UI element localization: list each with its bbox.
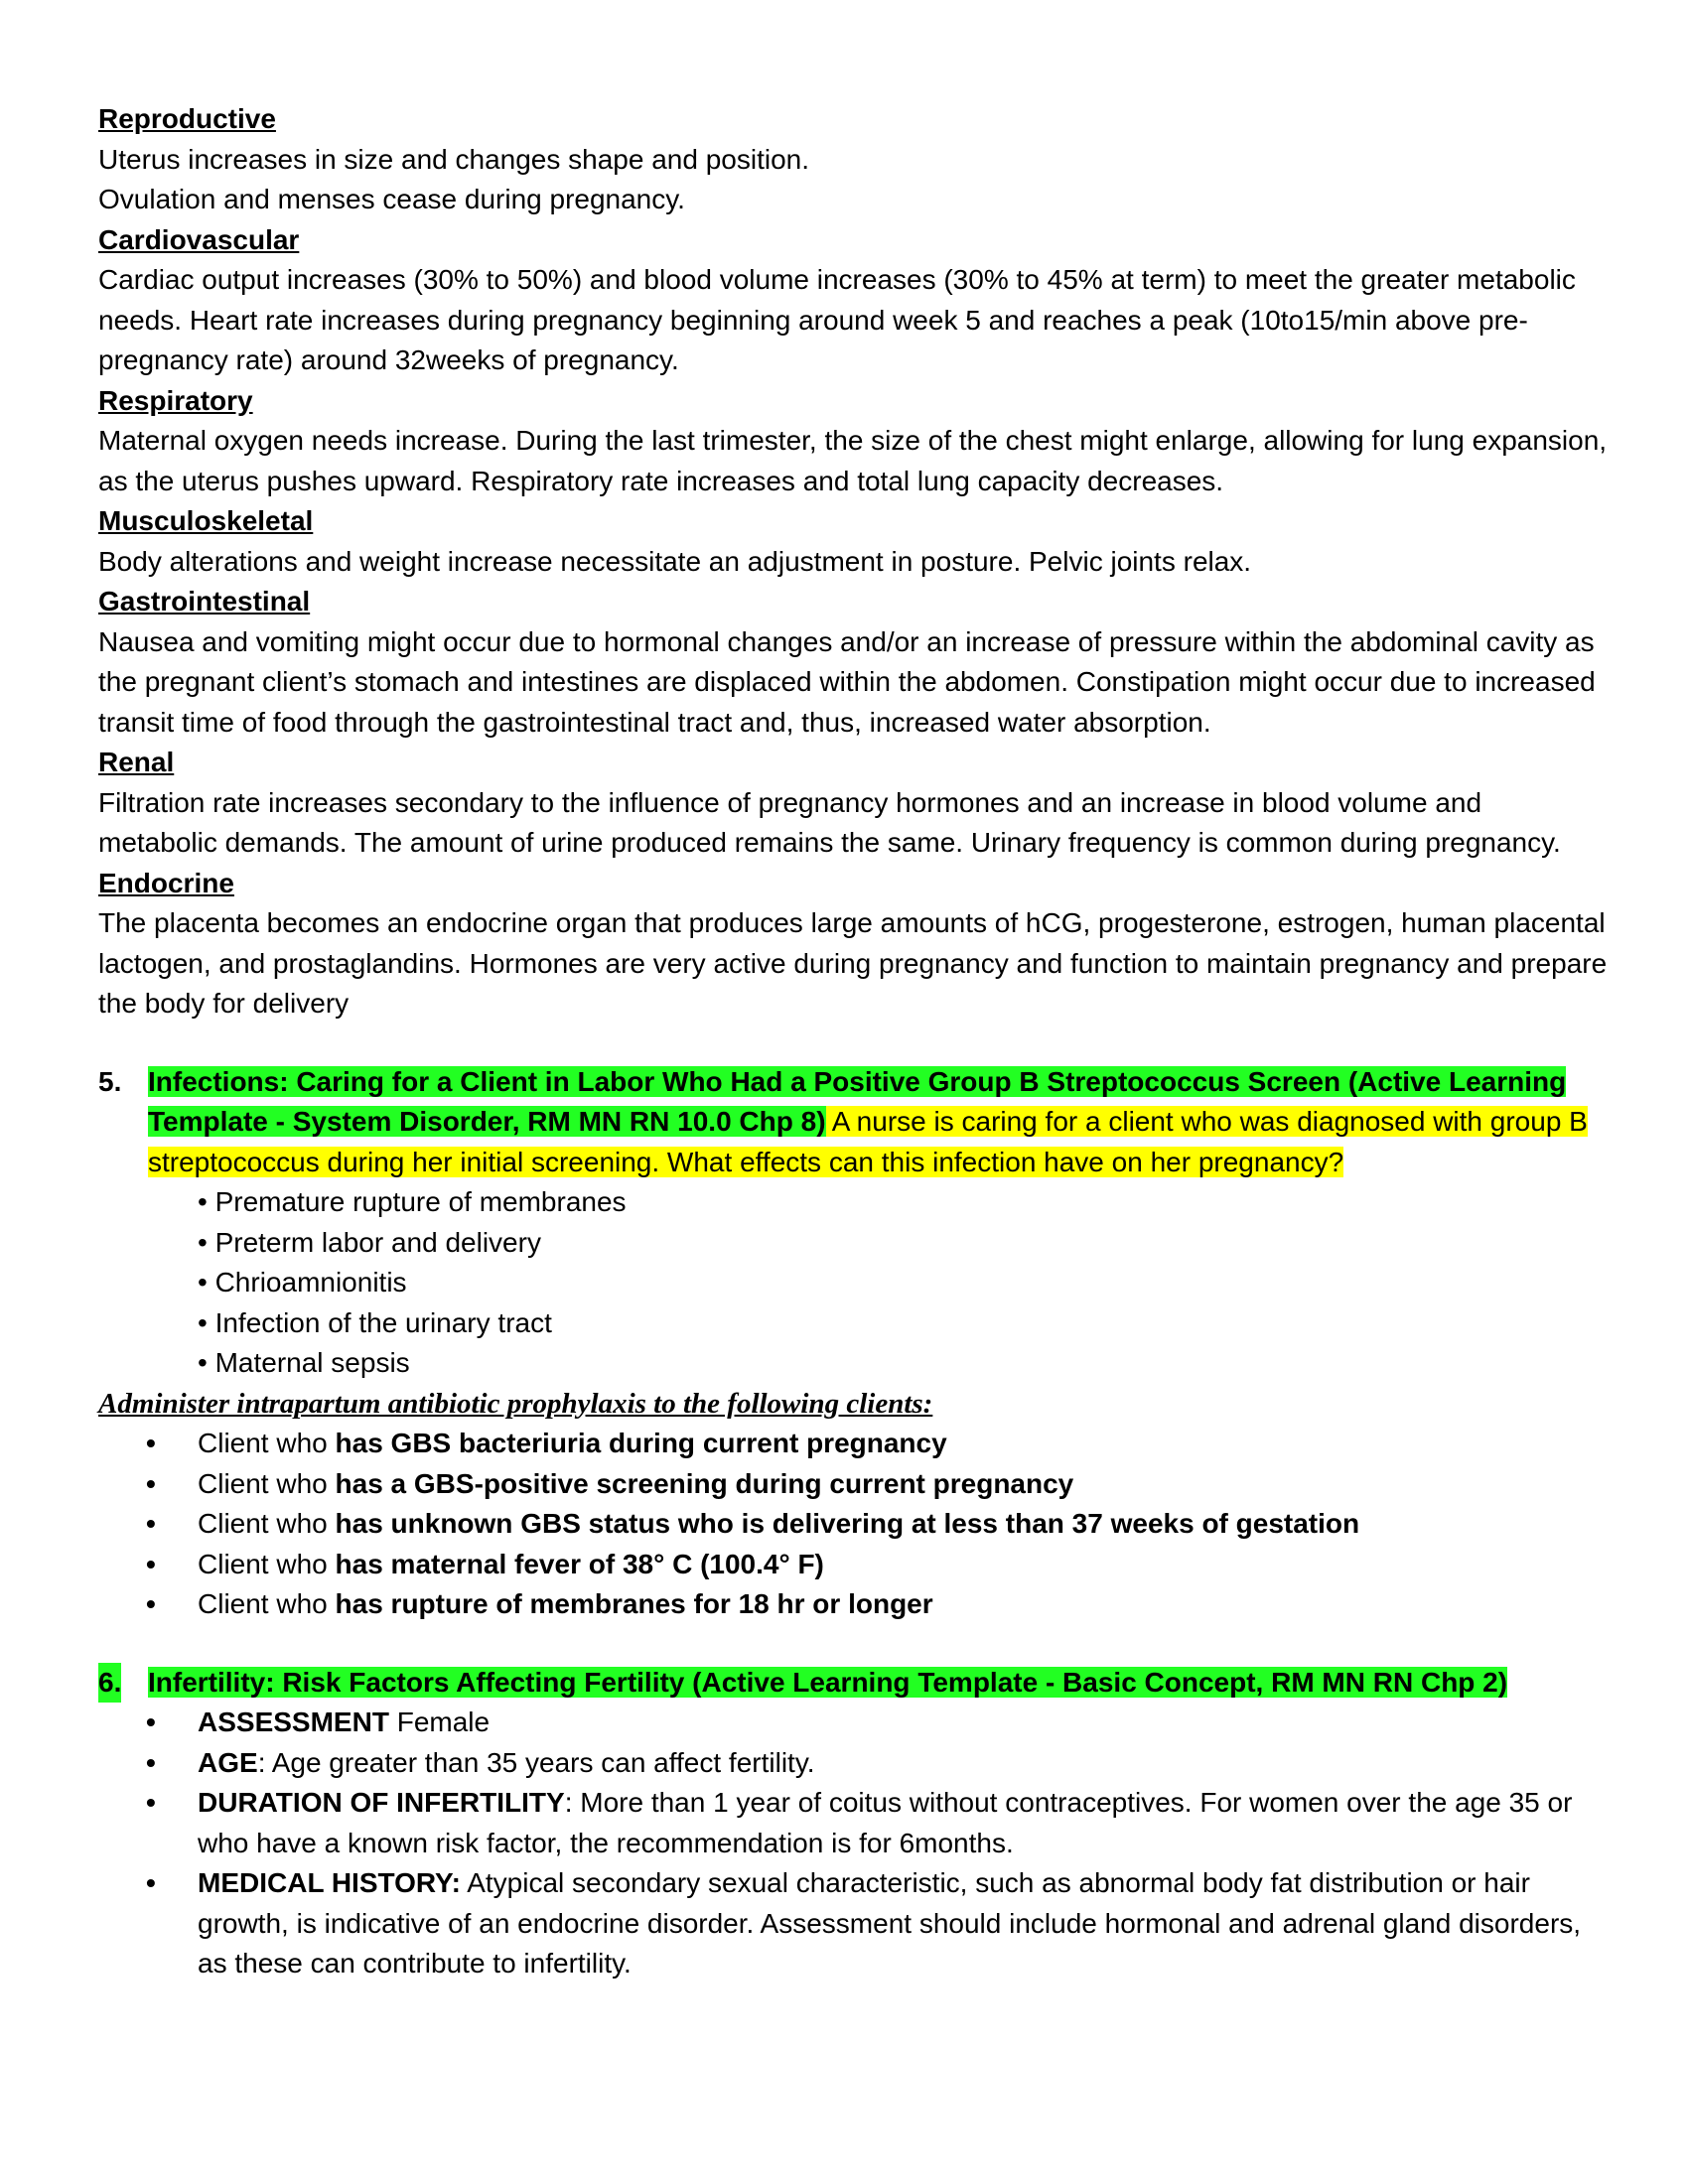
prophylaxis-clients-list <box>98 1424 1608 1625</box>
list-item: • Client who has unknown GBS status who is delivering at less than 37 weeks of gestation <box>98 1504 1608 1545</box>
list-item: • Premature rupture of membranes <box>198 1186 627 1217</box>
prophylaxis-heading: Administer intrapartum antibiotic prophylaxis to the following clients: <box>98 1387 933 1420</box>
bullet-icon: • <box>146 1746 156 1778</box>
heading-gastrointestinal: Gastrointestinal <box>98 586 311 616</box>
heading-renal: Renal <box>98 747 175 777</box>
list-item: • Client who has rupture of membranes for 18 hr or longer <box>98 1584 1608 1625</box>
bullet-icon: • <box>146 1787 156 1818</box>
bullet-icon: • <box>146 1428 156 1458</box>
gastrointestinal-text: Nausea and vomiting might occur due to hormonal changes and/or an increase of pressure within the abdominal cavity as the pregnant client’s stomach and intestines are displaced within the abdomen. Constipation might occur due to increased transit time of food through the gastrointestinal tract and, thus, increased water absorption. <box>98 625 1596 738</box>
heading-cardiovascular: Cardiovascular <box>98 223 300 255</box>
heading-endocrine: Endocrine <box>98 867 234 898</box>
endocrine-text: The placenta becomes an endocrine organ that produces large amounts of hCG, progesterone, estrogen, human placental lactogen, and prostaglandins. Hormones are very active during pregnancy and function to maintain pregnancy and prepare the body for delivery <box>98 907 1608 1019</box>
list-item: • Chrioamnionitis <box>198 1267 407 1297</box>
bullet-icon: • <box>146 1588 156 1619</box>
spacer <box>98 1024 1608 1062</box>
list-item: • DURATION OF INFERTILITY: More than 1 year of coitus without contraceptives. For women over the age 35 or who have a known risk factor, the recommendation is for 6months. <box>98 1783 1608 1863</box>
document-page <box>98 99 1608 1984</box>
reproductive-line-2: Ovulation and menses cease during pregnancy. <box>98 184 685 214</box>
item-5 <box>98 1062 1608 1183</box>
item-5-question: A nurse is caring for a client who was diagnosed with group B streptococcus during her initial screening. What effects can this infection have on her pregnancy? <box>148 1106 1588 1177</box>
list-item: • Client who has GBS bacteriuria during current pregnancy <box>98 1424 1608 1464</box>
gbs-effects-list <box>98 1182 1608 1384</box>
list-item: • Client who has a GBS-positive screening during current pregnancy <box>98 1464 1608 1505</box>
item-5-title: Infections: Caring for a Client in Labor Who Had a Positive Group B Streptococcus Screen (Active Learning Template - System Disorder, RM MN RN 10.0 Chp 8) <box>148 1065 1567 1137</box>
heading-musculoskeletal: Musculoskeletal <box>98 505 314 536</box>
respiratory-text: Maternal oxygen needs increase. During the last trimester, the size of the chest might enlarge, allowing for lung expansion, as the uterus pushes upward. Respiratory rate increases and total lung capacity decreases. <box>98 425 1608 496</box>
bullet-icon: • <box>146 1467 156 1499</box>
bullet-icon: • <box>146 1508 156 1539</box>
list-item: • Infection of the urinary tract <box>198 1306 552 1338</box>
list-item: • Maternal sepsis <box>198 1347 410 1378</box>
renal-text: Filtration rate increases secondary to the influence of pregnancy hormones and an increase in blood volume and metabolic demands. The amount of urine produced remains the same. Urinary frequency is common during pregnancy. <box>98 786 1561 858</box>
bullet-icon: • <box>146 1867 156 1898</box>
musculoskeletal-text: Body alterations and weight increase necessitate an adjustment in posture. Pelvic joints relax. <box>98 545 1252 577</box>
list-item: • ASSESSMENT Female <box>98 1703 1608 1743</box>
cardiovascular-text: Cardiac output increases (30% to 50%) and blood volume increases (30% to 45% at term) to meet the greater metabolic needs. Heart rate increases during pregnancy beginning around week 5 and reaches a peak (10to15/min above pre-pregnancy rate) around 32weeks of pregnancy. <box>98 264 1576 375</box>
heading-respiratory: Respiratory <box>98 384 253 416</box>
bullet-icon: • <box>146 1548 156 1579</box>
heading-reproductive: Reproductive <box>98 103 276 134</box>
item-5-number: 5. <box>98 1065 122 1097</box>
list-item: • Preterm labor and delivery <box>198 1226 541 1258</box>
item-6 <box>98 1663 1608 1704</box>
item-6-title: Infertility: Risk Factors Affecting Fertility (Active Learning Template - Basic Concept, RM MN RN Chp 2) <box>148 1666 1508 1698</box>
spacer <box>98 1625 1608 1663</box>
list-item: • AGE: Age greater than 35 years can affect fertility. <box>98 1743 1608 1784</box>
item-6-number: 6. <box>98 1663 121 1704</box>
reproductive-line-1: Uterus increases in size and changes shape and position. <box>98 143 809 175</box>
list-item: • Client who has maternal fever of 38° C (100.4° F) <box>98 1545 1608 1585</box>
list-item: • MEDICAL HISTORY: Atypical secondary sexual characteristic, such as abnormal body fat distribution or hair growth, is indicative of an endocrine disorder. Assessment should include hormonal and adrenal gland disorders, as these can contribute to infertility. <box>98 1863 1608 1984</box>
bullet-icon: • <box>146 1706 156 1737</box>
infertility-risk-list <box>98 1703 1608 1984</box>
